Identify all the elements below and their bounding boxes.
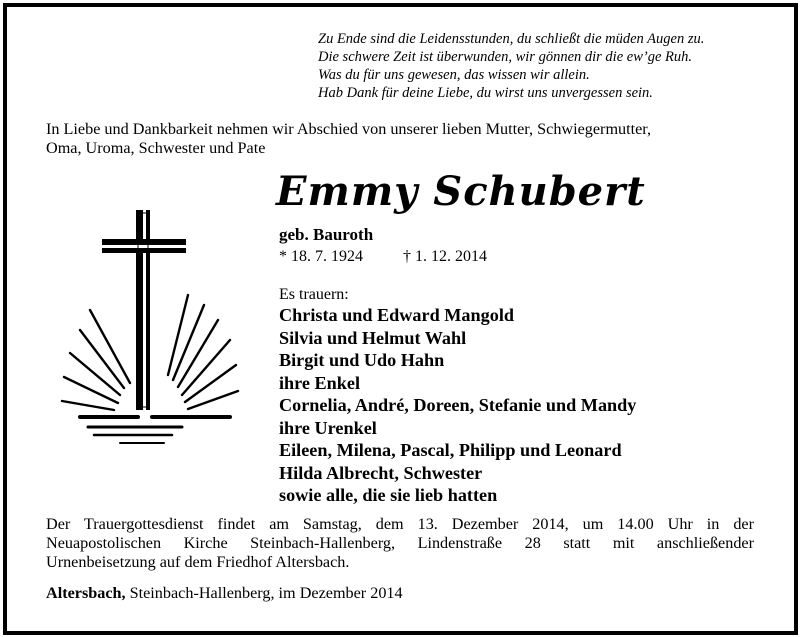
place-town: Altersbach, bbox=[46, 584, 126, 602]
service-line: Neuapostolischen Kirche Steinbach-Hallenberg, Lindenstraße 28 statt mit anschließender bbox=[46, 534, 754, 552]
mourner-line: Eileen, Milena, Pascal, Philipp und Leonard bbox=[279, 440, 622, 460]
place-rest: Steinbach-Hallenberg, im Dezember 2014 bbox=[125, 584, 403, 602]
poem-line: Was du für uns gewesen, das wissen wir allein. bbox=[318, 67, 590, 83]
mourner-line: Cornelia, André, Doreen, Stefanie und Mandy bbox=[279, 395, 637, 415]
poem-line: Die schwere Zeit ist überwunden, wir gönnen dir die ew’ge Ruh. bbox=[318, 49, 692, 65]
mourner-line: ihre Urenkel bbox=[279, 417, 377, 438]
service-line: Der Trauergottesdienst findet am Samstag, dem 13. Dezember 2014, um 14.00 Uhr in der bbox=[46, 515, 754, 533]
mourners-label: Es trauern: bbox=[279, 286, 349, 303]
intro-line: Oma, Uroma, Schwester und Pate bbox=[46, 139, 266, 157]
service-text bbox=[46, 515, 754, 572]
mourner-line: Hilda Albrecht, Schwester bbox=[279, 462, 483, 483]
born-name: geb. Bauroth bbox=[279, 225, 374, 244]
intro-line: In Liebe und Dankbarkeit nehmen wir Abschied von unserer lieben Mutter, Schwiegermutter, bbox=[46, 120, 652, 138]
mourners-list bbox=[279, 304, 636, 507]
mourner-line: Christa und Edward Mangold bbox=[279, 305, 514, 325]
mourner-line: Silvia und Helmut Wahl bbox=[279, 327, 467, 348]
cross-sunrise-icon bbox=[60, 205, 240, 455]
intro-text bbox=[46, 120, 766, 158]
birth-date: * 18. 7. 1924 bbox=[279, 248, 363, 265]
life-dates bbox=[279, 248, 487, 266]
deceased-name: Emmy Schubert bbox=[276, 168, 646, 215]
place-date bbox=[46, 584, 403, 603]
death-date: † 1. 12. 2014 bbox=[403, 248, 487, 265]
service-line: Urnenbeisetzung auf dem Friedhof Altersbach. bbox=[46, 553, 350, 571]
poem bbox=[318, 30, 758, 102]
poem-line: Zu Ende sind die Leidensstunden, du schließt die müden Augen zu. bbox=[318, 31, 705, 47]
poem-line: Hab Dank für deine Liebe, du wirst uns unvergessen sein. bbox=[318, 85, 653, 101]
mourner-line: Birgit und Udo Hahn bbox=[279, 350, 445, 370]
mourner-line: sowie alle, die sie lieb hatten bbox=[279, 485, 498, 505]
mourner-line: ihre Enkel bbox=[279, 372, 361, 393]
